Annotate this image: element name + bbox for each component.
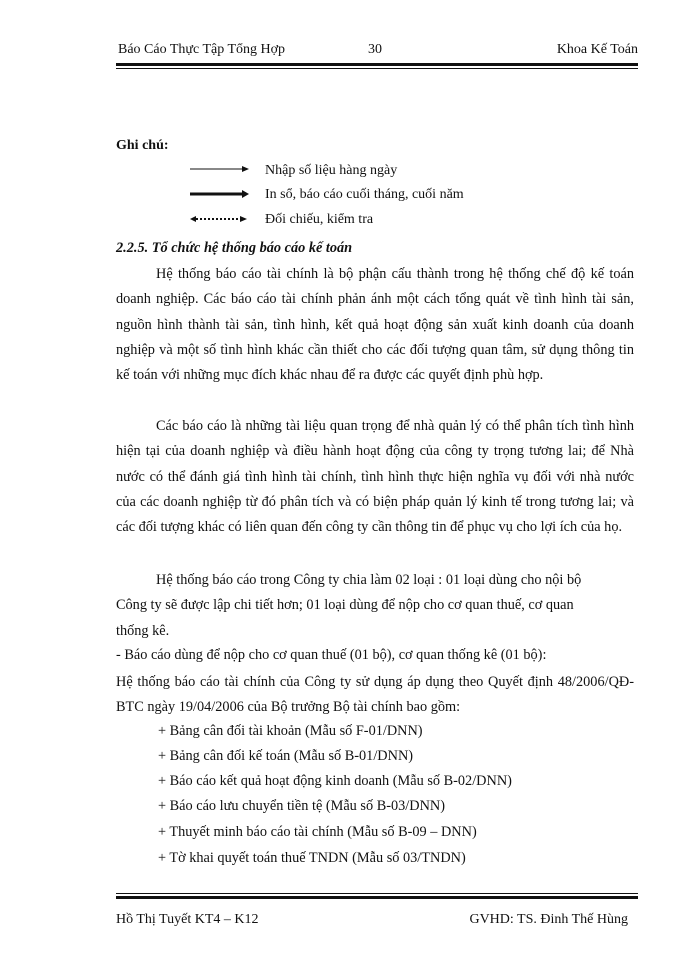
section-title: 2.2.5. Tổ chức hệ thống báo cáo kế toán <box>116 240 353 256</box>
legend-label: In sổ, báo cáo cuối tháng, cuối năm <box>265 187 464 202</box>
paragraph-1 <box>116 262 634 388</box>
footer-author: Hồ Thị Tuyết KT4 – K12 <box>116 912 259 927</box>
paragraph-3 <box>116 568 586 644</box>
legend-label: Nhập số liệu hàng ngày <box>265 163 398 178</box>
bullet-intro: - Báo cáo dùng để nộp cho cơ quan thuế (01 bộ), cơ quan thống kê (01 bộ): <box>116 647 547 663</box>
list-item: + Báo cáo kết quả hoạt động kinh doanh (Mẫu số B-02/DNN) <box>158 773 512 789</box>
list-item: + Báo cáo lưu chuyển tiền tệ (Mẫu số B-03/DNN) <box>158 798 445 814</box>
notes-title: Ghi chú: <box>116 138 169 153</box>
footer-divider-thin <box>116 893 638 894</box>
list-item: + Bảng cân đối tài khoản (Mẫu số F-01/DNN) <box>158 723 423 739</box>
paragraph-text: Các báo cáo là những tài liệu quan trọng để nhà quản lý có thể phân tích tình hình hiện tại của doanh nghiệp và điều hành hoạt động của công ty trọng tương lai; để Nhà nước có thể đánh giá tình hình tài chính, tình hình thực hiện nghĩa vụ đối với nhà nước của các doanh nghiệp từ đó phân tích và có biện pháp quản lý kinh tế trong tương lai; và các đối tượng khác có liên quan đến công ty cần thông tin để phục vụ cho lợi ích của họ. <box>116 418 634 536</box>
regulation-paragraph <box>116 670 634 721</box>
double-arrow-icon <box>190 189 250 203</box>
legend-label: Đối chiếu, kiểm tra <box>265 212 374 227</box>
page-header <box>118 38 638 62</box>
paragraph-text: Hệ thống báo cáo trong Công ty chia làm 02 loại : 01 loại dùng cho nội bộ Công ty sẽ được lập chi tiết hơn; 01 loại dùng để nộp cho cơ quan thuế, cơ quan thống kê. <box>116 572 582 639</box>
footer-supervisor: GVHD: TS. Đinh Thế Hùng <box>469 912 628 927</box>
paragraph-2 <box>116 414 634 540</box>
list-item: + Bảng cân đối kế toán (Mẫu số B-01/DNN) <box>158 748 414 764</box>
list-item: + Thuyết minh báo cáo tài chính (Mẫu số B-09 – DNN) <box>158 824 477 840</box>
single-arrow-icon <box>190 165 250 179</box>
header-page-number: 30 <box>368 42 382 57</box>
list-item: + Tờ khai quyết toán thuế TNDN (Mẫu số 03/TNDN) <box>158 850 466 866</box>
header-divider <box>116 63 638 66</box>
paragraph-text: Hệ thống báo cáo tài chính của Công ty sử dụng áp dụng theo Quyết định 48/2006/QĐ-BTC ngày 19/04/2006 của Bộ trưởng Bộ tài chính bao gồm: <box>116 674 634 716</box>
header-department: Khoa Kế Toán <box>556 42 638 57</box>
footer-divider <box>116 896 638 899</box>
header-report-title: Báo Cáo Thực Tập Tổng Hợp <box>118 42 286 57</box>
header-divider-thin <box>116 68 638 69</box>
dotted-bidirectional-arrow-icon <box>190 214 250 228</box>
paragraph-text: Hệ thống báo cáo tài chính là bộ phận cấu thành trong hệ thống chế độ kế toán doanh nghiệp. Các báo cáo tài chính phản ánh một cách tổng quát về tình hình tài sản, nguồn hình thành tài sản, tình hình, kết quả hoạt động sản xuất kinh doanh của doanh nghiệp và một số tình hình khác cần thiết cho các đối tượng quan tâm, sử dụng thông tin kế toán với những mục đích khác nhau để ra được các quyết định phù hợp. <box>116 266 634 384</box>
